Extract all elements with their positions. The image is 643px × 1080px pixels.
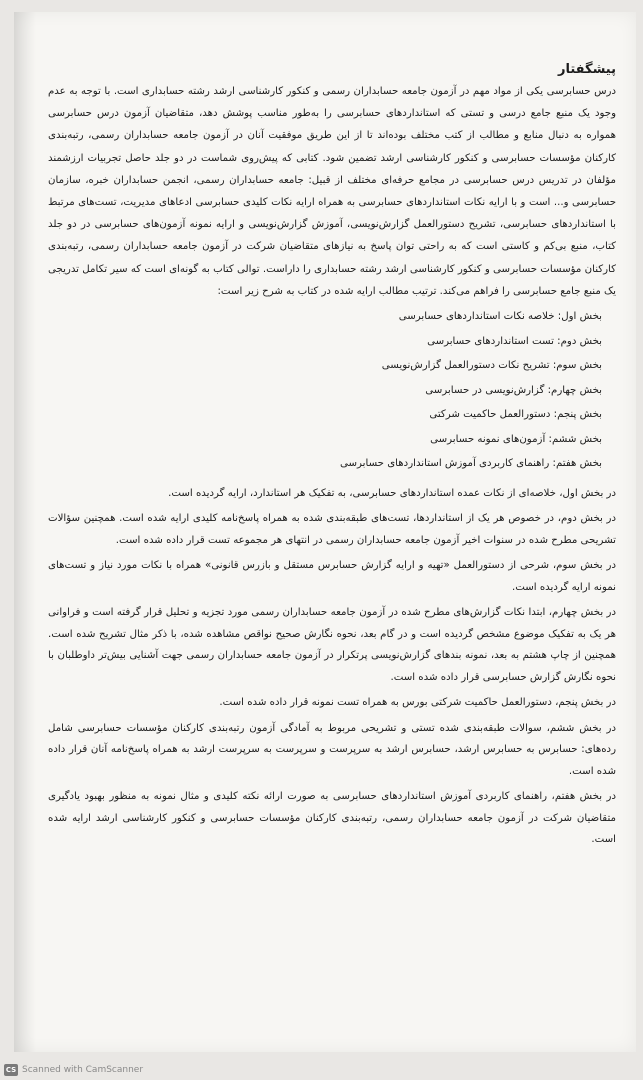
- list-item: بخش پنجم: دستورالعمل حاکمیت شرکتی: [429, 409, 602, 421]
- section-paragraph: در بخش پنجم، دستورالعمل حاکمیت شرکتی بورس به همراه تست نمونه قرار داده شده است.: [219, 697, 616, 709]
- intro-paragraph: درس حسابرسی یکی از مواد مهم در آزمون جامعه حسابداران رسمی و کنکور کارشناسی ارشد رشته حسابداری است. با توجه به عدم وجود یک منبع جامع درسی و تستی که استانداردهای حسابرسی را به‌طور مناسب پوشش دهد، متقاضیان آزمون درس حسابرسی همواره به دنبال منابع و مطالب از کتب مختلف بوده‌اند تا از این طریق موفقیت آنان در آزمون جامعه حسابداران رسمی، رتبه‌بندی کارکنان مؤسسات حسابرسی و کنکور کارشناسی ارشد تضمین شود. کتابی که پیش‌روی شماست در دو جلد حاصل تجربیات ارزشمند مؤلفان در تدریس درس حسابرسی در مجامع حرفه‌ای مختلف از قبیل: جامعه حسابداران رسمی، انجمن حسابداران خبره، سازمان حسابرسی و... است و با ارایه نکات استانداردهای حسابرسی به همراه ارایه نکات کلیدی حسابرسی ادعاهای مدیریت، تست‌های مرتبط با استانداردهای حسابرسی، تشریح دستورالعمل گزارش‌نویسی، آموزش گزارش‌نویسی و ارایه نمونه آزمون‌های حسابرسی در دو جلد کتاب، منبع بی‌کم و کاستی است که به راحتی توان پاسخ به نیازهای متقاضیان شرکت در آزمون جامعه حسابداران رسمی، رتبه‌بندی کارکنان مؤسسات حسابرسی و کنکور کارشناسی ارشد رشته حسابداری را داراست. توالی کتاب به گونه‌ای است که سیر تکامل تدریجی یک منبع جامع حسابرسی را فراهم می‌کند. ترتیب مطالب ارایه شده در کتاب به شرح زیر است:: [48, 86, 616, 297]
- list-item: بخش اول: خلاصه نکات استانداردهای حسابرسی: [398, 311, 602, 323]
- document-body: [48, 62, 616, 851]
- section-paragraph: در بخش چهارم، ابتدا نکات گزارش‌های مطرح شده در آزمون جامعه حسابداران رسمی مورد تجزیه و تحلیل قرار گرفته است و فراوانی هر یک به تفکیک موضوع مشخص گردیده است و در گام بعد، نحوه نگارش صحیح نواقص مشاهده شده، با ذکر مثال تشریح شده است. همچنین از چاپ هشتم به بعد، نمونه بندهای گزارش‌نویسی پرتکرار در آزمون جامعه حسابداران رسمی جهت آشنایی بیش‌تر داوطلبان با نحوه نگارش گزارش حسابرسی قرار داده شده است.: [48, 607, 616, 683]
- section-paragraph: در بخش اول، خلاصه‌ای از نکات عمده استانداردهای حسابرسی، به تفکیک هر استاندارد، ارایه گردیده است.: [168, 487, 616, 499]
- parts-list: [48, 305, 616, 477]
- scanner-watermark: [4, 1064, 143, 1076]
- list-item: بخش ششم: آزمون‌های نمونه حسابرسی: [430, 433, 602, 445]
- section-paragraph: در بخش هفتم، راهنمای کاربردی آموزش استانداردهای حسابرسی به صورت ارائه نکته کلیدی و مثال نمونه به منظور بهبود یادگیری متقاضیان شرکت در آزمون جامعه حسابداران رسمی، رتبه‌بندی کارکنان مؤسسات حسابرسی و کنکور کارشناسی ارشد ارایه شده است.: [48, 791, 616, 846]
- camscanner-icon: CS: [5, 1066, 17, 1074]
- document-title: پیشگفتار: [557, 62, 616, 77]
- scanned-page: [14, 12, 636, 1052]
- section-paragraph: در بخش ششم، سوالات طبقه‌بندی شده تستی و تشریحی مربوط به آمادگی آزمون رتبه‌بندی کارکنان مؤسسات حسابرسی شامل رده‌های: حسابرس به حسابرس ارشد، حسابرس ارشد به سرپرست و سرپرست به سرپرست ارشد به همراه پاسخ‌نامه آنان قرار داده شده است.: [48, 722, 616, 777]
- list-item: بخش دوم: تست استانداردهای حسابرسی: [427, 335, 602, 347]
- list-item: بخش چهارم: گزارش‌نویسی در حسابرسی: [425, 384, 602, 396]
- list-item: بخش هفتم: راهنمای کاربردی آموزش استانداردهای حسابرسی: [340, 458, 602, 470]
- section-paragraph: در بخش دوم، در خصوص هر یک از استانداردها، تست‌های طبقه‌بندی شده به همراه پاسخ‌نامه کلیدی ارایه شده است. همچنین سؤالات تشریحی مطرح شده در سنوات اخیر آزمون جامعه حسابداران رسمی در انتهای هر مجموعه تست قرار داده شده است.: [48, 513, 616, 546]
- page-edge-shadow: [14, 12, 36, 1052]
- list-item: بخش سوم: تشریح نکات دستورالعمل گزارش‌نویسی: [381, 360, 602, 372]
- section-paragraph: در بخش سوم، شرحی از دستورالعمل «تهیه و ارایه گزارش حسابرس مستقل و بازرس قانونی» همراه با نکات مورد نیاز و تست‌های نمونه ارایه گردیده است.: [48, 560, 616, 593]
- watermark-text: Scanned with CamScanner: [22, 1065, 144, 1075]
